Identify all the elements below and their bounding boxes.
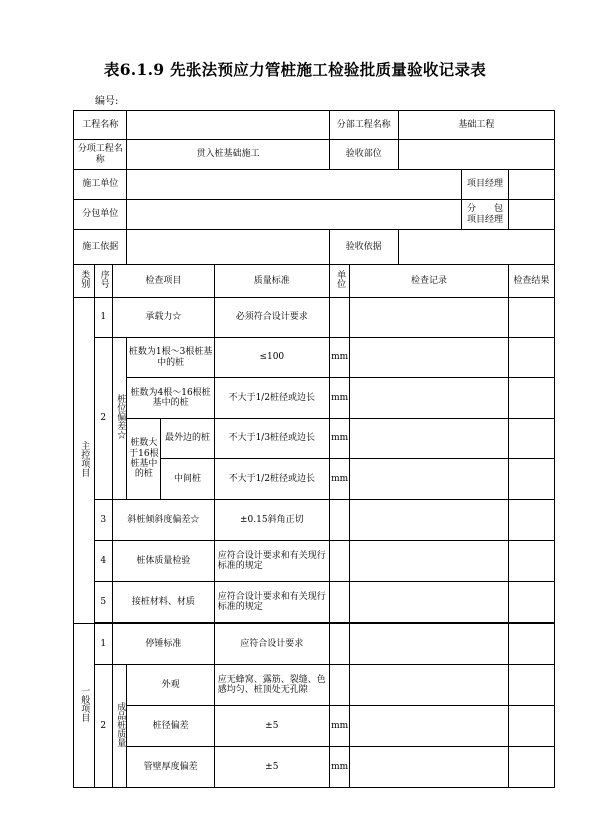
table-row	[74, 747, 555, 788]
check-item-cell: 最外边的桩	[161, 419, 214, 459]
serial-cell: 2	[94, 338, 112, 500]
table-row	[74, 582, 555, 623]
sub-project-manager-label	[462, 200, 508, 230]
serial-cell: 1	[94, 298, 112, 338]
category-header: 类别	[74, 265, 95, 298]
standard-cell: 应符合设计要求和有关现行标准的规定	[214, 582, 329, 623]
division-name-value[interactable]: 基础工程	[398, 111, 554, 140]
check-item-cell: 中间桩	[161, 459, 214, 500]
record-cell[interactable]	[350, 298, 508, 338]
result-cell[interactable]	[508, 706, 554, 747]
serial-cell: 2	[94, 665, 112, 788]
check-item-cell: 接桩材料、材质	[113, 582, 215, 623]
record-cell[interactable]	[350, 665, 508, 706]
check-record-header: 检查记录	[350, 265, 508, 298]
record-cell[interactable]	[350, 747, 508, 788]
sub-manager-line-2: 项目经理	[467, 214, 504, 225]
acceptance-part-value[interactable]	[398, 140, 554, 170]
check-item-cell: 斜桩倾斜度偏差☆	[113, 500, 215, 541]
division-name-label: 分部工程名称	[329, 111, 398, 140]
result-cell[interactable]	[508, 665, 554, 706]
unit-cell: mm	[329, 747, 350, 788]
serial-header: 序号	[94, 265, 112, 298]
document-number-label: 编号:	[95, 96, 119, 107]
result-cell[interactable]	[508, 624, 554, 665]
standard-cell: 必须符合设计要求	[214, 298, 329, 338]
check-item-header: 检查项目	[113, 265, 215, 298]
record-cell[interactable]	[350, 338, 508, 378]
header-row-subitem	[74, 140, 555, 170]
result-cell[interactable]	[508, 338, 554, 378]
result-cell[interactable]	[508, 747, 554, 788]
record-cell[interactable]	[350, 706, 508, 747]
table-row	[74, 541, 555, 582]
acceptance-basis-label: 验收依据	[329, 230, 398, 265]
unit-cell	[329, 500, 350, 541]
result-cell[interactable]	[508, 582, 554, 623]
unit-cell	[329, 541, 350, 582]
table-row	[74, 706, 555, 747]
record-cell[interactable]	[350, 378, 508, 419]
pile-deviation-group-cell: 桩位偏差☆	[113, 338, 127, 500]
serial-cell: 5	[94, 582, 112, 623]
construction-basis-label: 施工依据	[74, 230, 127, 265]
header-row-basis	[74, 230, 555, 265]
unit-cell: mm	[329, 706, 350, 747]
result-cell[interactable]	[508, 500, 554, 541]
standard-cell: ±5	[214, 747, 329, 788]
contractor-label: 施工单位	[74, 170, 127, 200]
standard-header: 质量标准	[214, 265, 329, 298]
construction-basis-value[interactable]	[127, 230, 329, 265]
unit-cell: mm	[329, 378, 350, 419]
page-title: 表6.1.9 先张法预应力管桩施工检验批质量验收记录表	[103, 60, 487, 79]
result-cell[interactable]	[508, 419, 554, 459]
project-name-value[interactable]	[127, 111, 329, 140]
record-cell[interactable]	[350, 624, 508, 665]
table-row	[74, 500, 555, 541]
unit-cell: mm	[329, 459, 350, 500]
standard-cell: 应无蜂窝、露筋、裂缝、色感均匀、桩顶处无孔隙	[214, 665, 329, 706]
record-cell[interactable]	[350, 459, 508, 500]
standard-cell: ±0.15斜角正切	[214, 500, 329, 541]
subcontractor-value[interactable]	[127, 200, 462, 230]
unit-header: 单位	[329, 265, 350, 298]
unit-cell	[329, 298, 350, 338]
table-row	[74, 338, 555, 378]
table-row	[74, 665, 555, 706]
standard-cell: 不大于1/3桩径或边长	[214, 419, 329, 459]
result-cell[interactable]	[508, 541, 554, 582]
unit-cell	[329, 665, 350, 706]
inspection-record-table	[73, 110, 555, 788]
check-item-cell: 桩数为1根～3根桩基中的桩	[127, 338, 214, 378]
sub-project-manager-value[interactable]	[508, 200, 554, 230]
check-item-cell: 桩体质量检验	[113, 541, 215, 582]
unit-cell: mm	[329, 419, 350, 459]
result-cell[interactable]	[508, 378, 554, 419]
standard-cell: ±5	[214, 706, 329, 747]
table-row	[74, 624, 555, 665]
result-cell[interactable]	[508, 459, 554, 500]
unit-cell: mm	[329, 338, 350, 378]
finished-pile-group-cell: 成品桩质量	[113, 665, 127, 788]
check-item-cell: 桩径偏差	[127, 706, 214, 747]
check-item-cell: 承载力☆	[113, 298, 215, 338]
acceptance-part-label: 验收部位	[329, 140, 398, 170]
serial-cell: 4	[94, 541, 112, 582]
standard-cell: 不大于1/2桩径或边长	[214, 459, 329, 500]
record-cell[interactable]	[350, 582, 508, 623]
record-cell[interactable]	[350, 500, 508, 541]
unit-cell	[329, 582, 350, 623]
serial-cell: 3	[94, 500, 112, 541]
header-row-contractor	[74, 170, 555, 200]
main-category-cell: 主控项目	[74, 298, 95, 624]
check-item-cell: 外观	[127, 665, 214, 706]
project-manager-value[interactable]	[508, 170, 554, 200]
contractor-value[interactable]	[127, 170, 462, 200]
serial-cell: 1	[94, 624, 112, 665]
sub-manager-line-1: 分 包	[467, 204, 504, 215]
check-item-cell: 桩数为4根～16根桩基中的桩	[127, 378, 214, 419]
standard-cell: ≤100	[214, 338, 329, 378]
standard-cell: 不大于1/2桩径或边长	[214, 378, 329, 419]
check-item-cell: 停锤标准	[113, 624, 215, 665]
acceptance-basis-value[interactable]	[398, 230, 554, 265]
subcontractor-label: 分包单位	[74, 200, 127, 230]
standard-cell: 应符合设计要求	[214, 624, 329, 665]
standard-cell: 应符合设计要求和有关现行标准的规定	[214, 541, 329, 582]
record-cell[interactable]	[350, 541, 508, 582]
subitem-name-value[interactable]: 贯入桩基础施工	[127, 140, 329, 170]
table-row	[74, 298, 555, 338]
project-manager-label: 项目经理	[462, 170, 508, 200]
table-row	[74, 378, 555, 419]
check-result-header: 检查结果	[508, 265, 554, 298]
check-item-cell: 管壁厚度偏差	[127, 747, 214, 788]
project-name-label: 工程名称	[74, 111, 127, 140]
unit-cell	[329, 624, 350, 665]
pile-count-subgroup-cell: 桩数大于16根桩基中的桩	[127, 419, 161, 500]
table-row	[74, 419, 555, 459]
header-row-subcontractor	[74, 200, 555, 230]
header-row-project	[74, 111, 555, 140]
general-category-cell: 一般项目	[74, 624, 95, 788]
record-cell[interactable]	[350, 419, 508, 459]
result-cell[interactable]	[508, 298, 554, 338]
subitem-name-label: 分项工程名称	[74, 140, 127, 170]
column-header-row	[74, 265, 555, 298]
